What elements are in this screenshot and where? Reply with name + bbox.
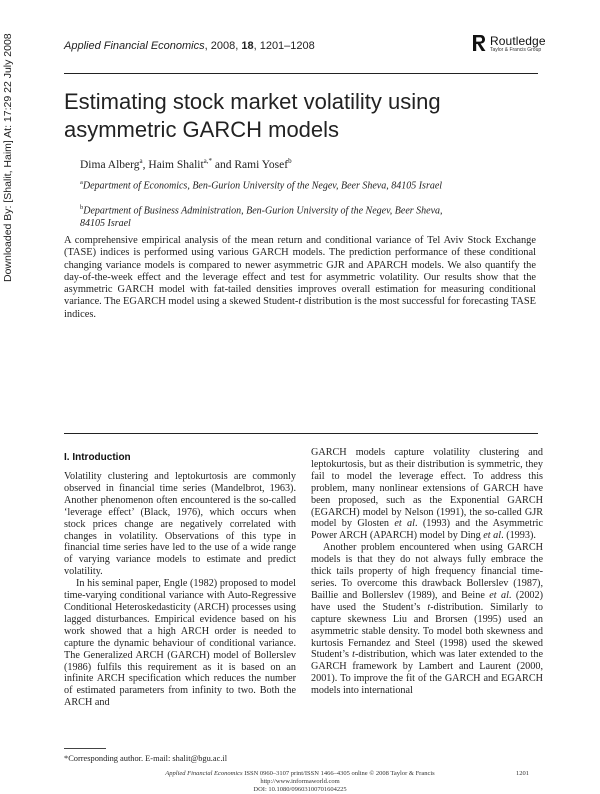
download-stamp: Downloaded By: [Shalit, Haim] At: 17:29 22 July 2008	[2, 33, 14, 282]
right-column	[311, 447, 543, 697]
italic-run: et al	[483, 530, 502, 542]
paragraph	[311, 447, 543, 542]
author-name: Haim Shalit	[148, 158, 204, 171]
routledge-r-icon	[472, 34, 486, 52]
author-separator: and	[212, 158, 235, 171]
page-number: 1201	[516, 770, 529, 777]
author-name: Dima Alberg	[80, 158, 140, 171]
affiliation-b	[80, 202, 460, 230]
left-column	[64, 471, 296, 709]
abstract-text-end: distribution is the most successful for forecasting TASE indices.	[64, 296, 537, 320]
footer-line	[100, 770, 500, 778]
section-heading: I. Introduction	[64, 452, 131, 463]
publisher-name: Routledge	[490, 34, 546, 48]
article-title: Estimating stock market volatility using asymmetric GARCH models	[64, 89, 441, 142]
italic-run: et al	[394, 518, 415, 530]
affiliation-a	[80, 177, 460, 193]
affiliation-text: Department of Business Administration, Ben-Gurion University of the Negev, Beer Sheva, 84105 Israel	[80, 205, 443, 229]
journal-year: , 2008,	[204, 40, 242, 52]
journal-citation	[64, 40, 315, 52]
author-affiliation-mark: a,*	[203, 157, 213, 165]
abstract-rule	[64, 433, 538, 434]
journal-pages: , 1201–1208	[253, 40, 315, 52]
page-footer	[100, 770, 500, 794]
author-affiliation-mark: b	[288, 157, 292, 165]
author-affiliation-mark: a	[139, 157, 143, 165]
text-run: -distribution. Similarly to capture skewness Liu and Brorsen (1995) used an asymmetric stable density. To model both skewness and kurtosis Fernandez and Steel (1998) used the skewed Student’s	[311, 601, 544, 661]
journal-volume: 18	[241, 40, 254, 52]
footer-doi: DOI: 10.1080/09603100701604225	[253, 786, 347, 793]
italic-run: t	[352, 649, 355, 661]
affiliation-text: Department of Economics, Ben-Gurion University of the Negev, Beer Sheva, 84105 Israel	[82, 180, 443, 192]
text-run: . (1993) and the Asymmetric Power ARCH (APARCH) model by Ding	[311, 518, 543, 542]
affiliation-mark: b	[80, 204, 84, 211]
footer-url: http://www.informaworld.com	[260, 778, 340, 785]
header-rule	[64, 73, 538, 74]
abstract-italic-t: t	[298, 296, 302, 308]
text-run: . (1993).	[501, 530, 536, 542]
affiliation-mark: a	[80, 179, 83, 186]
italic-run: et al	[489, 589, 509, 601]
abstract-text: A comprehensive empirical analysis of the mean return and conditional variance of Tel Aviv Stock Exchange (TASE) indices is performed using various GARCH models. The prediction performance of these conditional changing variance models is compared to newer asymmetric GJR and APARCH models. We also quantify the day-of-the-week effect and the leverage effect and test for asymmetric volatility. Our results show that the asymmetric GARCH model with fat-tailed densities improves overall estimation for measuring conditional variance. The EGARCH model using a skewed Student-	[64, 235, 536, 308]
italic-run: t	[427, 601, 431, 613]
footnote: *Corresponding author. E-mail: shalit@bgu.ac.il	[64, 754, 228, 763]
publisher-tagline: Taylor & Francis Group	[490, 47, 542, 53]
text-run: -distribution, which was later extended to the GARCH framework by Lambert and Laurent (2000, 2001). To improve the fit of the GARCH and EGARCH models into international	[311, 649, 543, 697]
paragraph: In his seminal paper, Engle (1982) proposed to model time-varying conditional variance with Auto-Regressive Conditional Heteroskedasticity (ARCH) processes using lagged disturbances. Empirical evidence based on his work showed that a high ARCH order is needed to capture the dynamic behaviour of conditional variance. The Generalized ARCH (GARCH) model of Bollerslev (1986) fulfils this requirement as it is based on an infinite ARCH specification which reduces the number of estimated parameters from infinity to two. Both the ARCH and	[64, 578, 296, 709]
author-separator: ,	[142, 158, 149, 171]
footnote-rule	[64, 748, 106, 749]
paragraph	[311, 542, 543, 697]
author-list	[80, 157, 292, 171]
publisher-logo	[472, 34, 568, 56]
text-run: . (2002) have used the Student’s	[311, 589, 543, 613]
text-run: Another problem encountered when using GARCH models is that they do not always fully embrace the thick tails property of high frequency financial time-series. To overcome this drawback Bollerslev (1987), Baillie and Bollerslev (1989), and Beine	[311, 542, 543, 601]
abstract	[64, 235, 536, 321]
author-name: Rami Yosef	[234, 158, 289, 171]
footer-issn: ISSN 0960–3107 print/ISSN 1466–4305 online © 2008 Taylor & Francis	[242, 770, 435, 777]
journal-name: Applied Financial Economics	[64, 40, 205, 52]
footer-journal: Applied Financial Economics	[165, 770, 243, 777]
text-run: GARCH models capture volatility clustering and leptokurtosis, but as their distribution is symmetric, they fail to model the leverage effect. To address this problem, many nonlinear extensions of GARCH have been proposed, such as the Exponential GARCH (EGARCH) model by Nelson (1991), the so-called GJR model by Glosten	[311, 447, 543, 530]
paragraph: Volatility clustering and leptokurtosis are commonly observed in financial time series (Mandelbrot, 1963). Another phenomenon often encountered is the so-called ‘leverage effect’ (Black, 1976), which occurs when stock prices change are negatively correlated with changes in volatility. Observations of this type in financial time series have led to the use of a wide range of varying variance models to estimate and predict volatility.	[64, 471, 296, 578]
